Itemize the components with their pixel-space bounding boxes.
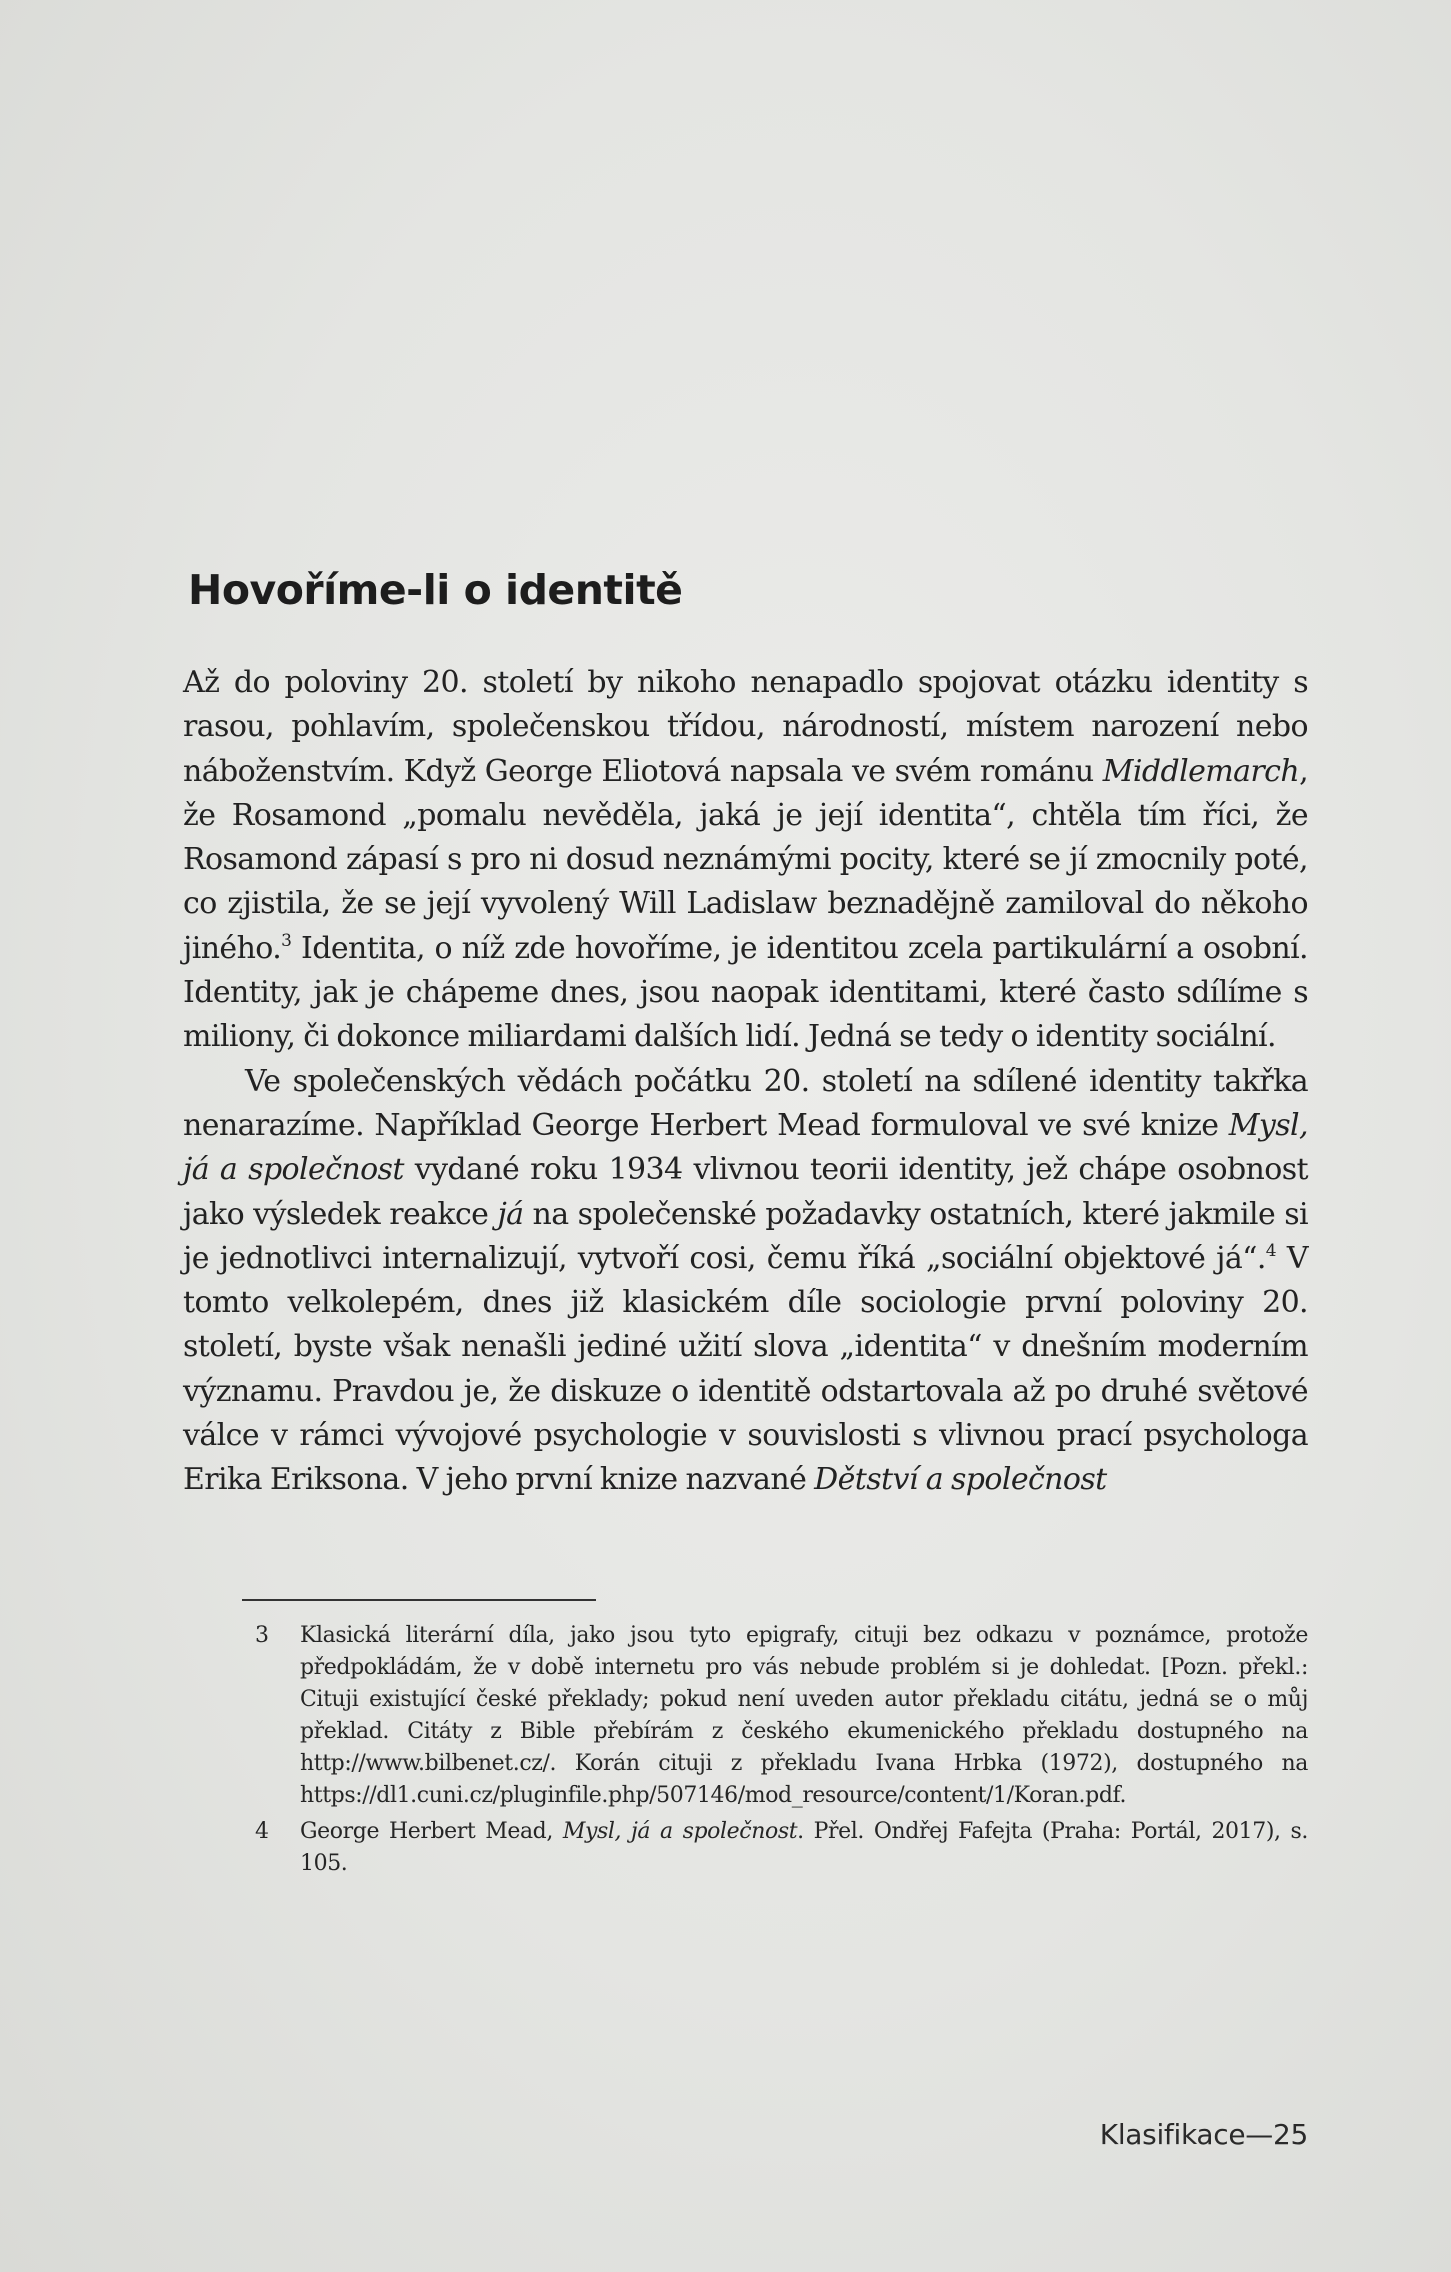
footnote-divider (242, 1599, 596, 1601)
page-footer: Klasifikace—25 (1099, 2118, 1308, 2151)
paragraph (183, 1060, 1308, 1503)
italic-title: Middlemarch (1102, 753, 1300, 789)
footnote-number: 3 (255, 1623, 269, 1648)
footnote-text: Klasická literární díla, jako jsou tyto epigrafy, cituji bez odkazu v poznámce, protože předpokládám, že v době internetu pro vás nebude problém si je dohledat. [Pozn. překl.: Cituji existující české překlady; pokud není uveden autor překladu citátu, jedná se o můj překlad. Citáty z Bible přebírám z českého ekumenického překladu dostupného na http://www.bilbenet.cz/. Korán cituji z překladu Ivana Hrbka (1972), dostupného na https://dl1.cuni.cz/pluginfile.php/507146/mod_resource/content/1/Koran.pdf. (300, 1623, 1308, 1808)
main-text (183, 661, 1308, 1503)
footnote-ref: 4 (1265, 1240, 1277, 1261)
footnote (255, 1620, 1308, 1812)
italic-title: Mysl, já a společnost (562, 1819, 798, 1844)
footnote-text: George Herbert Mead, (300, 1819, 563, 1844)
footnote-number: 4 (255, 1819, 269, 1844)
text-run: Až do poloviny 20. století by nikoho nenapadlo spojovat otázku identity s rasou, pohlavím, společenskou třídou, národností, místem narození nebo náboženstvím. Když George Eliotová napsala ve svém románu (183, 665, 1308, 789)
text-run: , že Rosamond „pomalu nevěděla, jaká je její identita“, chtěla tím říci, že Rosamond zápasí s pro ni dosud neznámými pocity, které se jí zmocnily poté, co zjistila, že se její vyvolený Will Ladislaw beznadějně zamiloval do někoho jiného. (183, 753, 1308, 966)
text-run: V tomto velkolepém, dnes již klasickém díle sociologie první poloviny 20. století, byste však nenašli jediné užití slova „identita“ v dnešním moderním významu. Pravdou je, že diskuze o identitě odstartovala až po druhé světové válce v rámci vývojové psychologie v souvislosti s vlivnou prací psychologa Erika Eriksona. V jeho první knize nazvané (183, 1240, 1308, 1498)
text-run: Ve společenských vědách počátku 20. století na sdílené identity takřka nenarazíme. Například George Herbert Mead formuloval ve své knize (183, 1063, 1308, 1143)
footnote-ref: 3 (281, 930, 292, 951)
section-heading: Hovoříme-li o identitě (188, 566, 683, 614)
footnotes (255, 1620, 1308, 1884)
text-run: na společenské požadavky ostatních, které jakmile si je jednotlivci internalizují, vytvoří cosi, čemu říká „sociální objektové já“. (183, 1196, 1309, 1276)
italic-term: já (497, 1196, 524, 1232)
italic-title: Dětství a společnost (814, 1462, 1107, 1498)
footnote (255, 1816, 1308, 1880)
text-run: vydané roku 1934 vlivnou teorii identity, jež chápe osobnost jako výsledek reakce (183, 1152, 1308, 1232)
paragraph (183, 661, 1308, 1060)
footnote-text: . Přel. Ondřej Fafejta (Praha: Portál, 2017), s. 105. (300, 1819, 1308, 1876)
text-run: Identita, o níž zde hovoříme, je identitou zcela partikulární a osobní. Identity, jak je chápeme dnes, jsou naopak identitami, které často sdílíme s miliony, či dokonce miliardami dalších lidí. Jedná se tedy o identity sociální. (183, 930, 1308, 1055)
italic-title: Mysl, já a společnost (183, 1107, 1308, 1188)
